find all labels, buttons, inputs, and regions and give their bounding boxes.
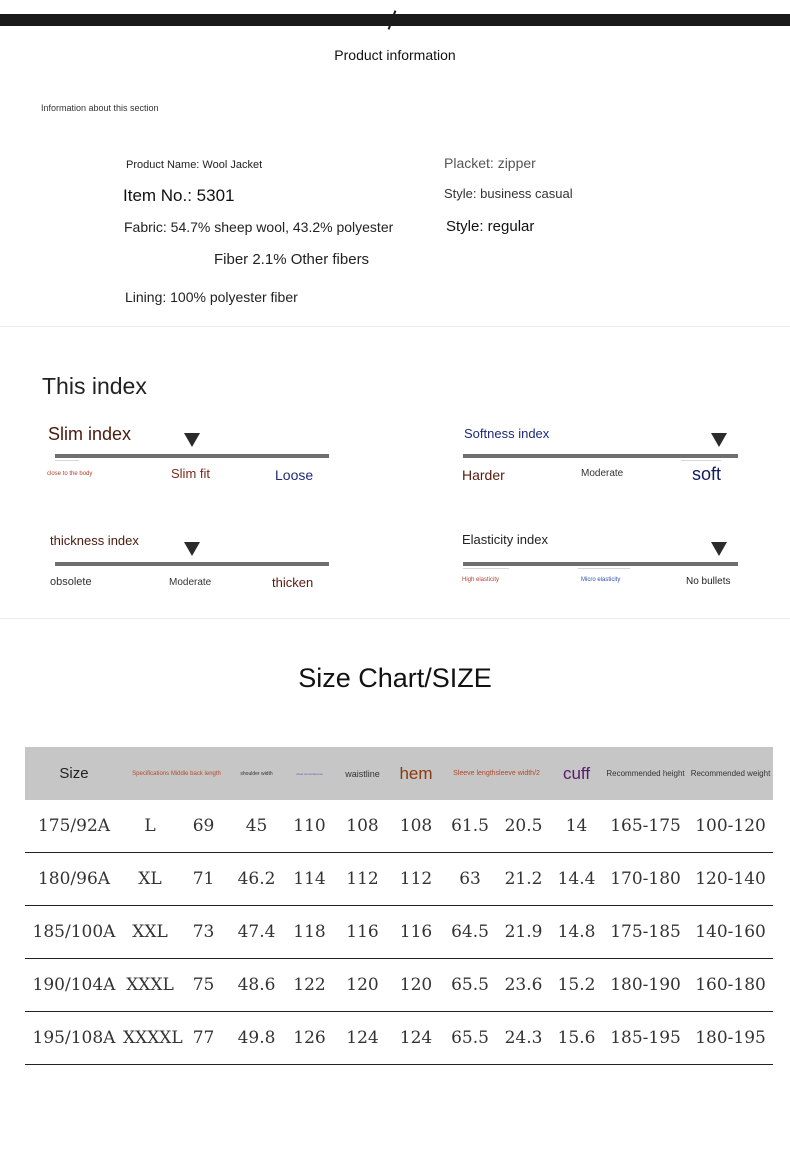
product-name: Product Name: Wool Jacket [126, 159, 263, 171]
softness-index-scale [463, 454, 738, 458]
elasticity-label-2: Micro elasticity [581, 577, 621, 583]
table-cell: 49.8 [230, 1012, 283, 1065]
table-cell: XXXL [123, 959, 177, 1012]
header-size: Size [25, 747, 123, 800]
table-cell: 116 [389, 906, 443, 959]
thickness-label-2: Moderate [169, 577, 212, 588]
table-row [25, 1012, 773, 1065]
table-cell: 100-120 [688, 800, 773, 853]
header-cuff: cuff [550, 747, 603, 800]
elasticity-index-scale [463, 562, 738, 566]
lining-info: Lining: 100% polyester fiber [125, 289, 298, 305]
slim-label-2: Slim fit [171, 466, 210, 481]
elasticity-index-tick-1 [463, 568, 509, 569]
table-cell: 15.6 [550, 1012, 603, 1065]
table-cell: 122 [283, 959, 336, 1012]
table-cell: 75 [177, 959, 230, 1012]
table-cell: 65.5 [443, 959, 497, 1012]
table-cell: 126 [283, 1012, 336, 1065]
table-cell: 21.9 [497, 906, 550, 959]
table-cell: 110 [283, 800, 336, 853]
top-banner-bar [0, 14, 790, 26]
table-row [25, 853, 773, 906]
softness-index-tick [681, 460, 721, 461]
table-cell: 140-160 [688, 906, 773, 959]
elasticity-index-marker [711, 542, 727, 556]
table-cell: 108 [336, 800, 389, 853]
size-chart-title: Size Chart/SIZE [298, 663, 492, 693]
table-cell: 23.6 [497, 959, 550, 1012]
table-cell: 190/104A [25, 959, 123, 1012]
table-cell: 112 [336, 853, 389, 906]
table-row [25, 800, 773, 853]
table-cell: 124 [389, 1012, 443, 1065]
table-cell: 124 [336, 1012, 389, 1065]
thickness-label-3: thicken [272, 575, 314, 590]
section-caption: Information about this section [41, 103, 159, 113]
table-cell: 180/96A [25, 853, 123, 906]
divider-2 [0, 618, 790, 619]
softness-label-3: soft [692, 464, 722, 484]
table-row [25, 959, 773, 1012]
table-cell: 120-140 [688, 853, 773, 906]
thickness-index-scale [55, 562, 329, 566]
table-cell: 14.4 [550, 853, 603, 906]
header-spec-backlength: Specifications Middle back length [123, 747, 230, 800]
table-cell: 45 [230, 800, 283, 853]
header-waistline: waistline [336, 747, 389, 800]
slim-label-3: Loose [275, 467, 314, 483]
softness-index-title: Softness index [464, 426, 550, 441]
thickness-label-1: obsolete [50, 576, 92, 588]
item-number: Item No.: 5301 [123, 186, 235, 205]
table-cell: 120 [389, 959, 443, 1012]
elasticity-label-3: No bullets [686, 576, 731, 587]
placket-info: Placket: zipper [444, 155, 536, 171]
size-chart-table [25, 747, 773, 1065]
slim-label-1: close to the body [47, 471, 93, 477]
table-cell: 15.2 [550, 959, 603, 1012]
table-cell: 185/100A [25, 906, 123, 959]
table-cell: XXL [123, 906, 177, 959]
table-cell: 48.6 [230, 959, 283, 1012]
slim-index-scale [55, 454, 329, 458]
table-cell: 180-190 [603, 959, 688, 1012]
table-cell: 61.5 [443, 800, 497, 853]
header-shoulder-width: shoulder width [230, 747, 283, 800]
table-cell: 71 [177, 853, 230, 906]
table-cell: 170-180 [603, 853, 688, 906]
table-cell: 175/92A [25, 800, 123, 853]
table-cell: 21.2 [497, 853, 550, 906]
table-cell: 73 [177, 906, 230, 959]
table-row [25, 906, 773, 959]
header-chest: chest circumference [283, 747, 336, 800]
table-cell: 14 [550, 800, 603, 853]
table-cell: XXXXL [123, 1012, 177, 1065]
table-cell: 14.8 [550, 906, 603, 959]
style-business: Style: business casual [444, 186, 573, 201]
fabric-info-cont: Fiber 2.1% Other fibers [214, 251, 370, 268]
table-cell: 195/108A [25, 1012, 123, 1065]
table-cell: 24.3 [497, 1012, 550, 1065]
thickness-index-marker [184, 542, 200, 556]
table-cell: 77 [177, 1012, 230, 1065]
table-cell: 120 [336, 959, 389, 1012]
table-cell: 108 [389, 800, 443, 853]
table-cell: 20.5 [497, 800, 550, 853]
elasticity-label-1: High elasticity [462, 577, 500, 583]
thickness-index-title: thickness index [50, 533, 139, 548]
slim-index-tick [55, 460, 79, 461]
table-cell: 165-175 [603, 800, 688, 853]
table-cell: 64.5 [443, 906, 497, 959]
table-cell: 63 [443, 853, 497, 906]
table-cell: 114 [283, 853, 336, 906]
size-chart-header-row [25, 747, 773, 800]
table-cell: 46.2 [230, 853, 283, 906]
header-rec-height: Recommended height [603, 747, 688, 800]
slim-index-title: Slim index [48, 424, 132, 444]
table-cell: XL [123, 853, 177, 906]
header-hem: hem [389, 747, 443, 800]
table-cell: 160-180 [688, 959, 773, 1012]
elasticity-index-title: Elasticity index [462, 532, 548, 547]
fabric-info: Fabric: 54.7% sheep wool, 43.2% polyester [124, 219, 394, 235]
table-cell: 112 [389, 853, 443, 906]
table-cell: 65.5 [443, 1012, 497, 1065]
product-info-title: Product information [334, 47, 456, 63]
style-regular: Style: regular [446, 218, 535, 235]
table-cell: 116 [336, 906, 389, 959]
header-rec-weight: Recommended weight [688, 747, 773, 800]
divider-1 [0, 326, 790, 327]
table-cell: 175-185 [603, 906, 688, 959]
elasticity-index-tick-2 [578, 568, 630, 569]
table-cell: 118 [283, 906, 336, 959]
table-cell: L [123, 800, 177, 853]
header-sleeve: Sleeve lengthsleeve width/2 [443, 747, 550, 800]
table-cell: 47.4 [230, 906, 283, 959]
softness-label-1: Harder [462, 467, 505, 483]
index-title: This index [42, 373, 147, 399]
softness-label-2: Moderate [581, 468, 624, 479]
slim-index-marker [184, 433, 200, 447]
softness-index-marker [711, 433, 727, 447]
table-cell: 69 [177, 800, 230, 853]
table-cell: 180-195 [688, 1012, 773, 1065]
table-cell: 185-195 [603, 1012, 688, 1065]
